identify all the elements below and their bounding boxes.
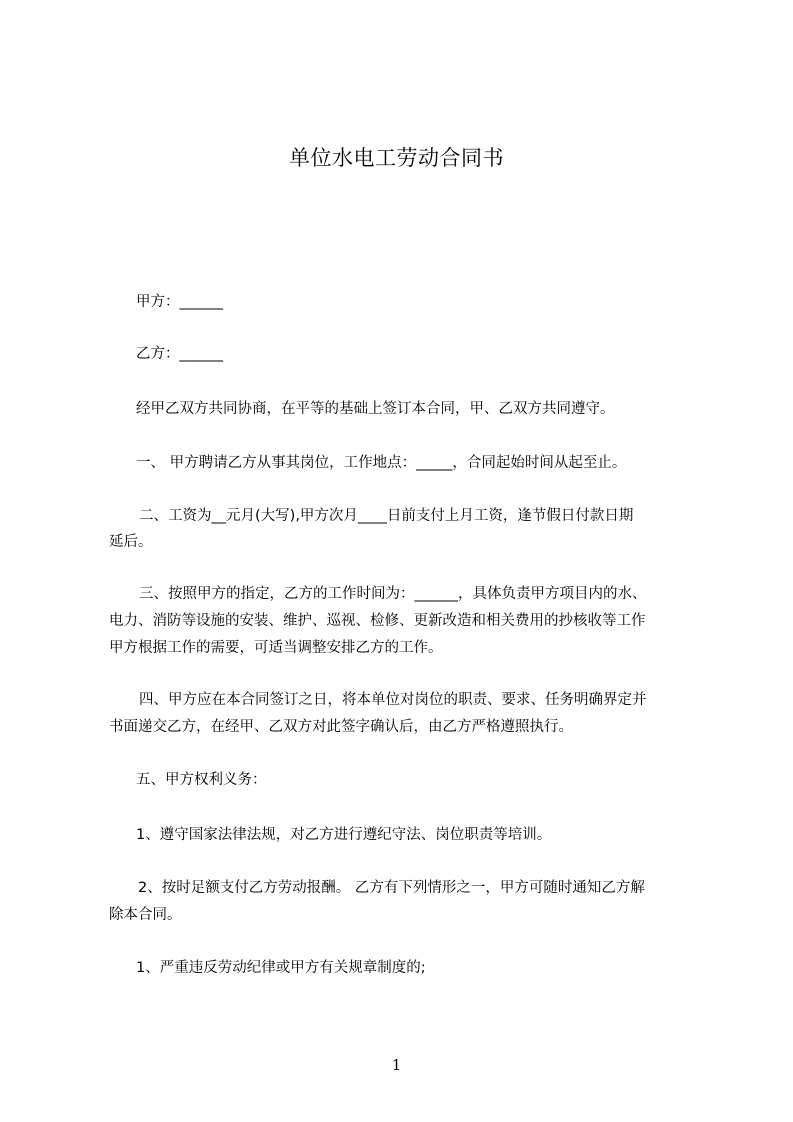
- clause-2-line-2: 延后。: [109, 534, 153, 550]
- clause-3-line-3: 甲方根据工作的需要，可适当调整安排乙方的工作。: [109, 640, 443, 656]
- clause-4-line-1: 四、甲方应在本合同签订之日，将本单位对岗位的职责、要求、任务明确界定并: [139, 692, 647, 708]
- clause-4-line-2: 书面递交乙方，在经甲、乙双方对此签字确认后，由乙方严格遵照执行。: [109, 719, 573, 735]
- clause-3-line-2: 电力、消防等设施的安装、维护、巡视、检修、更新改造和相关费用的抄核收等工作: [109, 613, 646, 629]
- clause-2-line-1: 二、工资为__元月(大写),甲方次月____日前支付上月工资，逢节假日付款日期: [139, 508, 634, 524]
- preamble-paragraph: 经甲乙双方共同协商，在平等的基础上签订本合同，甲、乙双方共同遵守。: [136, 401, 615, 417]
- document-title: 单位水电工劳动合同书: [289, 146, 504, 170]
- party-b-line: 乙方：______: [136, 346, 223, 362]
- clause-5-item-2-line-2: 除本合同。: [109, 907, 182, 923]
- clause-5-heading: 五、甲方权利义务：: [136, 772, 267, 788]
- clause-5-item-1: 1、遵守国家法律法规，对乙方进行遵纪守法、岗位职责等培训。: [136, 827, 552, 843]
- party-a-line: 甲方：______: [136, 294, 223, 310]
- page-number: 1: [391, 1056, 402, 1074]
- clause-1: 一、 甲方聘请乙方从事其岗位，工作地点：_____，合同起始时间从起至止。: [136, 455, 627, 471]
- termination-item-1: 1、严重违反劳动纪律或甲方有关规章制度的;: [136, 960, 426, 976]
- clause-3-line-1: 三、按照甲方的指定，乙方的工作时间为：______，具体负责甲方项目内的水、: [139, 586, 647, 602]
- clause-5-item-2-line-1: 2、按时足额支付乙方劳动报酬。 乙方有下列情形之一，甲方可随时通知乙方解: [138, 880, 645, 896]
